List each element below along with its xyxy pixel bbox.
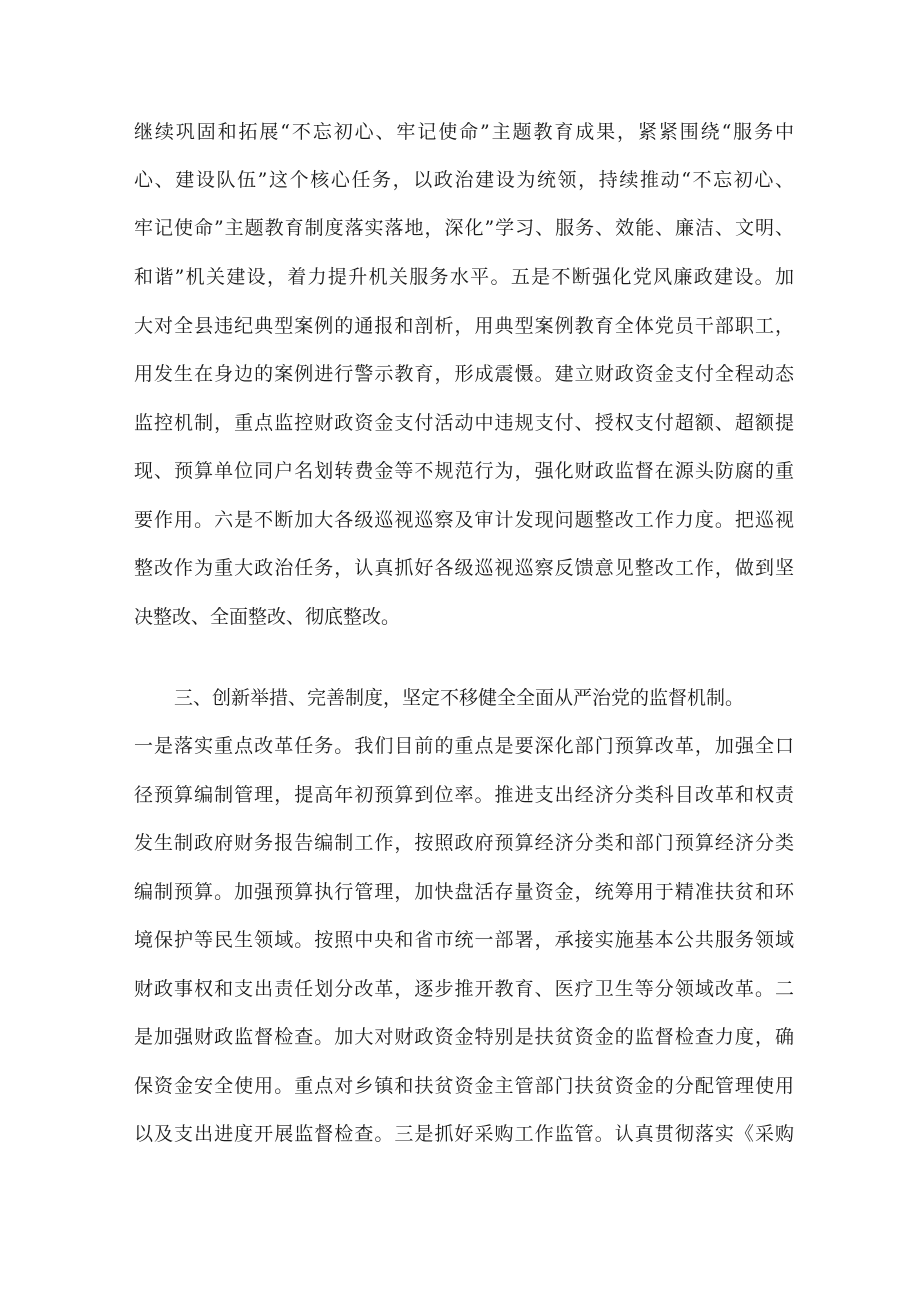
section-heading-line: 三、创新举措、完善制度，坚定不移健全全面从严治党的监督机制。: [174, 687, 745, 709]
text-line: 用发生在身边的案例进行警示教育，形成震慑。建立财政资金支付全程动态: [134, 363, 794, 385]
text-line: 一是落实重点改革任务。我们目前的重点是要深化部门预算改革，加强全口: [134, 735, 794, 757]
text-line: 心、建设队伍”这个核心任务，以政治建设为统领，持续推动“不忘初心、: [134, 169, 794, 191]
text-line: 大对全县违纪典型案例的通报和剖析，用典型案例教育全体党员干部职工，: [134, 315, 794, 337]
text-line: 牢记使命”主题教育制度落实落地，深化”学习、服务、效能、廉洁、文明、: [134, 217, 794, 239]
text-line: 财政事权和支出责任划分改革，逐步推开教育、医疗卫生等分领域改革。二: [134, 978, 794, 1000]
text-line: 保资金安全使用。重点对乡镇和扶贫资金主管部门扶贫资金的分配管理使用: [134, 1075, 794, 1097]
text-line: 境保护等民生领域。按照中央和省市统一部署，承接实施基本公共服务领域: [134, 929, 794, 951]
text-line: 以及支出进度开展监督检查。三是抓好采购工作监管。认真贯彻落实《采购: [134, 1123, 794, 1145]
text-line: 径预算编制管理，提高年初预算到位率。推进支出经济分类科目改革和权责: [134, 784, 794, 806]
text-line: 继续巩固和拓展“不忘初心、牢记使命”主题教育成果，紧紧围绕“服务中: [134, 121, 794, 143]
text-line: 发生制政府财务报告编制工作，按照政府预算经济分类和部门预算经济分类: [134, 832, 794, 854]
text-line: 整改作为重大政治任务，认真抓好各级巡视巡察反馈意见整改工作，做到坚: [134, 557, 794, 579]
text-line: 和谐”机关建设，着力提升机关服务水平。五是不断强化党风廉政建设。加: [134, 266, 794, 288]
text-line: 编制预算。加强预算执行管理，加快盘活存量资金，统筹用于精准扶贫和环: [134, 881, 794, 903]
text-line: 决整改、全面整改、彻底整改。: [134, 606, 401, 628]
text-line: 是加强财政监督检查。加大对财政资金特别是扶贫资金的监督检查力度，确: [134, 1026, 794, 1048]
text-line: 要作用。六是不断加大各级巡视巡察及审计发现问题整改工作力度。把巡视: [134, 509, 794, 531]
text-line: 现、预算单位同户名划转费金等不规范行为，强化财政监督在源头防腐的重: [134, 460, 794, 482]
text-line: 监控机制，重点监控财政资金支付活动中违规支付、授权支付超额、超额提: [134, 412, 794, 434]
